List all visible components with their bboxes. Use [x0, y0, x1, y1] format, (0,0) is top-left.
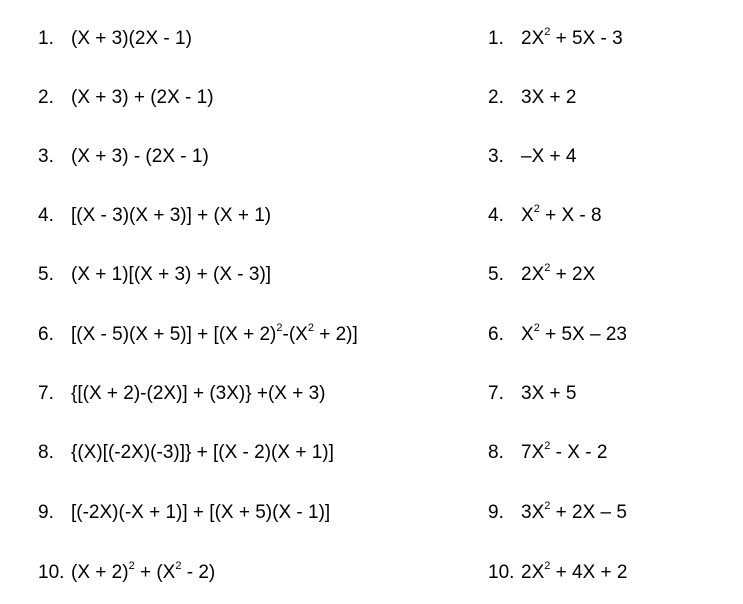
expression-item-3	[38, 145, 209, 169]
exponent: 2	[276, 321, 283, 334]
exponent: 2	[533, 321, 540, 334]
expression-item-4	[38, 204, 271, 228]
expression-text: 2X	[521, 264, 545, 285]
expression-item-1	[38, 27, 192, 51]
expression-item-6	[38, 323, 358, 347]
expression-item-number: 7.	[38, 383, 54, 404]
expression-item-number: 1.	[38, 28, 54, 49]
expression-text: + 5X - 3	[550, 28, 623, 49]
answer-expression	[521, 323, 627, 347]
expression-expression	[71, 382, 326, 406]
answer-expression	[521, 204, 602, 228]
answer-item-number: 10.	[488, 562, 515, 583]
answer-item-number: 5.	[488, 264, 504, 285]
expression-text: (X + 3) - (2X - 1)	[71, 146, 209, 167]
expression-item-number: 3.	[38, 146, 54, 167]
exponent: 2	[544, 261, 551, 274]
exponent: 2	[307, 321, 314, 334]
answer-expression	[521, 86, 576, 110]
expression-text: + 4X + 2	[550, 562, 628, 583]
answer-item-6	[488, 323, 627, 347]
expression-text: {(X)[(-2X)(-3)]} + [(X - 2)(X + 1)]	[71, 442, 334, 463]
expression-item-5	[38, 263, 271, 287]
expression-text: –X + 4	[521, 146, 577, 167]
expression-text: + 5X – 23	[539, 324, 627, 345]
expression-text: + 2X	[550, 264, 596, 285]
exponent: 2	[175, 559, 182, 572]
expression-item-7	[38, 382, 326, 406]
answer-item-number: 3.	[488, 146, 504, 167]
exponent: 2	[533, 202, 540, 215]
expression-expression	[71, 501, 330, 525]
expression-text: -(X	[282, 324, 308, 345]
expression-text: 3X + 5	[521, 383, 577, 404]
answer-expression	[521, 27, 623, 51]
expression-expression	[71, 86, 214, 110]
exponent: 2	[128, 559, 135, 572]
answer-item-7	[488, 382, 576, 406]
answer-item-number: 8.	[488, 442, 504, 463]
expression-item-10	[38, 561, 215, 585]
expression-expression	[71, 561, 215, 585]
expression-item-2	[38, 86, 214, 110]
answer-expression	[521, 382, 576, 406]
answer-expression	[521, 441, 607, 465]
answer-item-number: 1.	[488, 28, 504, 49]
expression-item-number: 8.	[38, 442, 54, 463]
expression-expression	[71, 263, 271, 287]
expression-text: - 2)	[181, 562, 216, 583]
answer-item-9	[488, 501, 627, 525]
answer-expression	[521, 561, 628, 585]
answer-item-8	[488, 441, 607, 465]
expression-expression	[71, 204, 271, 228]
expression-expression	[71, 441, 334, 465]
answer-item-3	[488, 145, 576, 169]
expression-text: (X + 3) + (2X - 1)	[71, 87, 214, 108]
expression-text: X	[521, 205, 534, 226]
expression-item-number: 10.	[38, 562, 65, 583]
expression-item-9	[38, 501, 330, 525]
expression-text: (X + 2)	[71, 562, 129, 583]
answer-item-2	[488, 86, 576, 110]
answer-item-number: 6.	[488, 324, 504, 345]
answer-expression	[521, 145, 576, 169]
answer-expression	[521, 501, 627, 525]
expression-text: 7X	[521, 442, 545, 463]
expression-text: + (X	[134, 562, 176, 583]
exponent: 2	[544, 499, 551, 512]
expression-text: (X + 3)(2X - 1)	[71, 28, 192, 49]
expression-expression	[71, 323, 358, 347]
expression-text: 2X	[521, 562, 545, 583]
expression-item-number: 4.	[38, 205, 54, 226]
expression-expression	[71, 145, 209, 169]
answer-item-1	[488, 27, 623, 51]
exponent: 2	[544, 559, 551, 572]
expression-text: + 2)]	[313, 324, 358, 345]
answer-item-10	[488, 561, 628, 585]
expression-text: + X - 8	[539, 205, 602, 226]
answer-item-number: 9.	[488, 502, 504, 523]
answer-item-5	[488, 263, 595, 287]
exponent: 2	[544, 25, 551, 38]
expression-text: + 2X – 5	[550, 502, 627, 523]
expression-text: 2X	[521, 28, 545, 49]
expression-expression	[71, 27, 192, 51]
expression-text: [(-2X)(-X + 1)] + [(X + 5)(X - 1)]	[71, 502, 331, 523]
expression-item-number: 9.	[38, 502, 54, 523]
expression-text: 3X + 2	[521, 87, 577, 108]
answer-expression	[521, 263, 595, 287]
answer-item-number: 7.	[488, 383, 504, 404]
expression-text: X	[521, 324, 534, 345]
expression-item-number: 5.	[38, 264, 54, 285]
answer-item-4	[488, 204, 602, 228]
expression-text: 3X	[521, 502, 545, 523]
expression-text: [(X - 5)(X + 5)] + [(X + 2)	[71, 324, 277, 345]
exponent: 2	[544, 439, 551, 452]
expression-item-number: 6.	[38, 324, 54, 345]
expression-text: - X - 2	[550, 442, 608, 463]
expression-text: [(X - 3)(X + 3)] + (X + 1)	[71, 205, 272, 226]
answer-item-number: 4.	[488, 205, 504, 226]
expression-item-8	[38, 441, 334, 465]
answer-item-number: 2.	[488, 87, 504, 108]
expression-text: {[(X + 2)-(2X)] + (3X)} +(X + 3)	[71, 383, 326, 404]
expression-text: (X + 1)[(X + 3) + (X - 3)]	[71, 264, 272, 285]
expression-item-number: 2.	[38, 87, 54, 108]
